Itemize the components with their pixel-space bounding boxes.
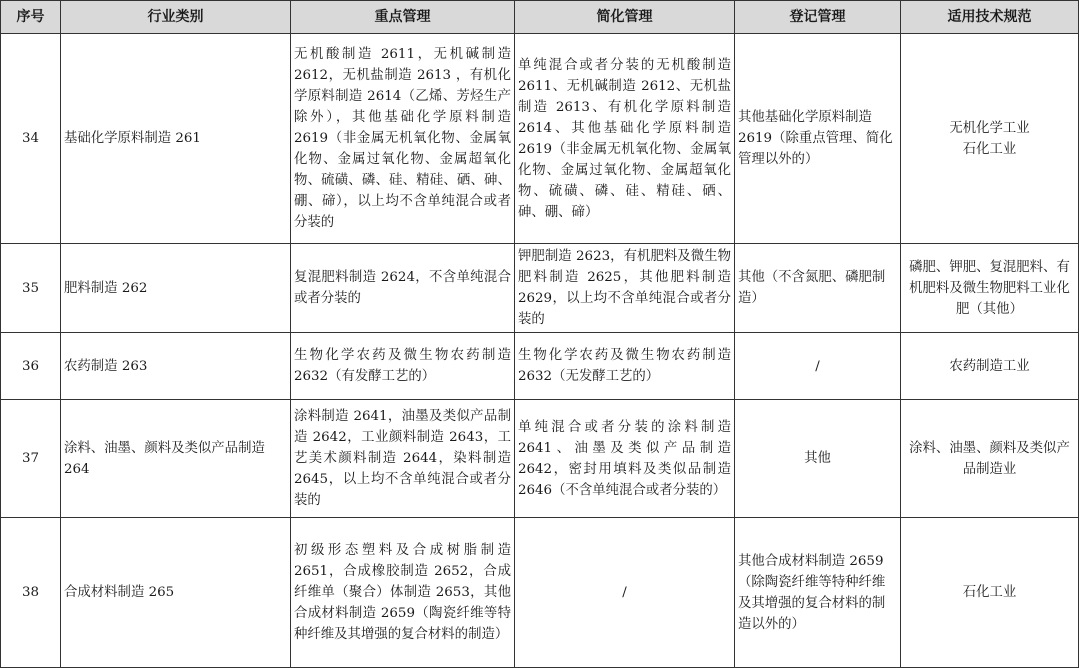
table-row — [1, 34, 1079, 244]
row-technical-spec: 农药制造工业 — [901, 333, 1079, 400]
header-no: 序号 — [1, 1, 61, 34]
row-key-management: 生物化学农药及微生物农药制造 2632（有发酵工艺的） — [291, 333, 515, 400]
header-key-management: 重点管理 — [291, 1, 515, 34]
row-technical-spec: 无机化学工业 石化工业 — [901, 34, 1079, 244]
row-no: 36 — [1, 333, 61, 400]
row-technical-spec: 磷肥、钾肥、复混肥料、有机肥料及微生物肥料工业化肥（其他） — [901, 244, 1079, 333]
table-row — [1, 518, 1079, 668]
row-category: 涂料、油墨、颜料及类似产品制造 264 — [61, 400, 291, 518]
header-category: 行业类别 — [61, 1, 291, 34]
row-simplified-management: 钾肥制造 2623，有机肥料及微生物肥料制造 2625，其他肥料制造 2629，以上均不含单纯混合或者分装的 — [515, 244, 735, 333]
row-category: 肥料制造 262 — [61, 244, 291, 333]
row-registration-management: / — [735, 333, 901, 400]
header-technical-spec: 适用技术规范 — [901, 1, 1079, 34]
row-key-management: 无机酸制造 2611，无机碱制造 2612，无机盐制造 2613 ，有机化学原料制造 2614（乙烯、芳烃生产除外），其他基础化学原料制造 2619（非金属无机氧化物、金属氧化物、金属过氧化物、金属超氧化物、硫磺、磷、硅、精硅、硒、砷、硼、碲），以上均不含单纯混合或者分装的 — [291, 34, 515, 244]
row-no: 38 — [1, 518, 61, 668]
header-registration-management: 登记管理 — [735, 1, 901, 34]
table-row — [1, 333, 1079, 400]
row-key-management: 复混肥料制造 2624，不含单纯混合或者分装的 — [291, 244, 515, 333]
row-category: 合成材料制造 265 — [61, 518, 291, 668]
table-header-row — [1, 1, 1079, 34]
table-row — [1, 244, 1079, 333]
row-simplified-management: 生物化学农药及微生物农药制造 2632（无发酵工艺的） — [515, 333, 735, 400]
row-no: 37 — [1, 400, 61, 518]
row-no: 35 — [1, 244, 61, 333]
row-simplified-management: 单纯混合或者分装的无机酸制造 2611、无机碱制造 2612、无机盐制造 2613、有机化学原料制造 2614、其他基础化学原料制造 2619（非金属无机氧化物、金属氧化物、金属过氧化物、金属超氧化物、硫磺、磷、硅、精硅、硒、砷、硼、碲） — [515, 34, 735, 244]
row-simplified-management: / — [515, 518, 735, 668]
row-registration-management: 其他 — [735, 400, 901, 518]
row-category: 农药制造 263 — [61, 333, 291, 400]
header-simplified-management: 简化管理 — [515, 1, 735, 34]
row-key-management: 初级形态塑料及合成树脂制造 2651，合成橡胶制造 2652，合成纤维单（聚合）体制造 2653，其他合成材料制造 2659（陶瓷纤维等特种纤维及其增强的复合材料的制造） — [291, 518, 515, 668]
row-technical-spec: 石化工业 — [901, 518, 1079, 668]
row-key-management: 涂料制造 2641，油墨及类似产品制造 2642，工业颜料制造 2643，工艺美术颜料制造 2644，染料制造 2645，以上均不含单纯混合或者分装的 — [291, 400, 515, 518]
row-simplified-management: 单纯混合或者分装的涂料制造 2641、油墨及类似产品制造 2642，密封用填料及类似品制造 2646（不含单纯混合或者分装的） — [515, 400, 735, 518]
row-registration-management: 其他基础化学原料制造 2619（除重点管理、简化管理以外的） — [735, 34, 901, 244]
row-registration-management: 其他合成材料制造 2659（除陶瓷纤维等特种纤维及其增强的复合材料的制造以外的） — [735, 518, 901, 668]
row-registration-management: 其他（不含氮肥、磷肥制造） — [735, 244, 901, 333]
table-row — [1, 400, 1079, 518]
row-category: 基础化学原料制造 261 — [61, 34, 291, 244]
row-no: 34 — [1, 34, 61, 244]
row-technical-spec: 涂料、油墨、颜料及类似产品制造业 — [901, 400, 1079, 518]
